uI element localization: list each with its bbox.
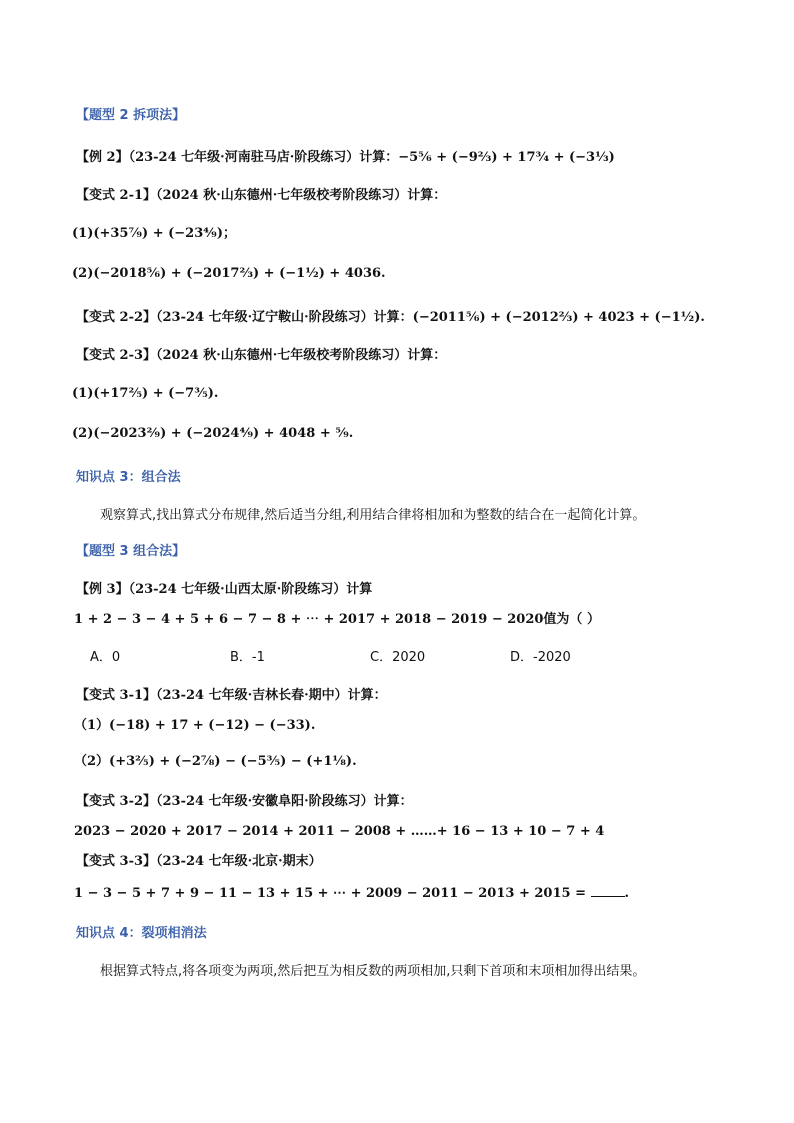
variant-2-3: 【变式 2-3】（2024 秋·山东德州·七年级校考阶段练习）计算： <box>76 348 447 363</box>
choice-d[interactable]: D．-2020 <box>510 650 571 665</box>
example-3-expression: 1 + 2 − 3 − 4 + 5 + 6 − 7 − 8 + ⋯ + 2017 + 2018 − 2019 − 2020值为（ ） <box>74 612 600 627</box>
variant-3-1: 【变式 3-1】（23-24 七年级·吉林长春·期中）计算： <box>76 688 387 703</box>
variant-2-3-part-1: (1)(+17²⁄₅) + (−7³⁄₅). <box>72 386 219 401</box>
heading-type3: 【题型 3 组合法】 <box>76 544 186 559</box>
knowledge-point-4-description: 根据算式特点,将各项变为两项,然后把互为相反数的两项相加,只剩下首项和末项相加得出结果。 <box>100 964 646 979</box>
variant-3-1-part-2: （2）(+3²⁄₅) + (−2⁷⁄₈) − (−5³⁄₅) − (+1¹⁄₈). <box>74 754 357 769</box>
variant-2-1: 【变式 2-1】（2024 秋·山东德州·七年级校考阶段练习）计算： <box>76 188 447 203</box>
variant-3-3-period: . <box>624 886 630 901</box>
heading-type2: 【题型 2 拆项法】 <box>76 108 186 123</box>
variant-3-1-part-1: （1）(−18) + 17 + (−12) − (−33). <box>74 718 316 733</box>
variant-2-3-part-2: (2)(−2023²⁄₉) + (−2024⁴⁄₉) + 4048 + ⁵⁄₉. <box>72 426 354 441</box>
knowledge-point-3: 知识点 3：组合法 <box>76 470 181 485</box>
variant-3-3-expression-text: 1 − 3 − 5 + 7 + 9 − 11 − 13 + 15 + ⋯ + 2009 − 2011 − 2013 + 2015 = <box>74 886 586 901</box>
example-2: 【例 2】（23-24 七年级·河南驻马店·阶段练习）计算：−5⁵⁄₆ + (−9²⁄₃) + 17³⁄₄ + (−3¹⁄₃) <box>76 150 615 165</box>
knowledge-point-3-description: 观察算式,找出算式分布规律,然后适当分组,利用结合律将相加和为整数的结合在一起简化计算。 <box>100 508 646 523</box>
variant-2-1-part-2: (2)(−2018⁵⁄₆) + (−2017²⁄₃) + (−1¹⁄₂) + 4036. <box>72 266 386 281</box>
variant-2-2: 【变式 2-2】（23-24 七年级·辽宁鞍山·阶段练习）计算：(−2011⁵⁄₆) + (−2012²⁄₃) + 4023 + (−1¹⁄₂). <box>76 310 705 325</box>
variant-3-2-expression: 2023 − 2020 + 2017 − 2014 + 2011 − 2008 + ……+ 16 − 13 + 10 − 7 + 4 <box>74 824 605 839</box>
variant-3-3: 【变式 3-3】（23-24 七年级·北京·期末） <box>76 854 322 869</box>
knowledge-point-4: 知识点 4：裂项相消法 <box>76 926 207 941</box>
choice-b[interactable]: B．-1 <box>230 650 265 665</box>
variant-3-2: 【变式 3-2】（23-24 七年级·安徽阜阳·阶段练习）计算： <box>76 794 413 809</box>
variant-3-3-expression <box>74 882 629 906</box>
variant-2-1-part-1: (1)(+35⁷⁄₉) + (−23⁴⁄₉)； <box>72 226 236 241</box>
choice-c[interactable]: C．2020 <box>370 650 426 665</box>
choice-a[interactable]: A．0 <box>90 650 121 665</box>
example-3: 【例 3】（23-24 七年级·山西太原·阶段练习）计算 <box>76 582 373 597</box>
answer-blank[interactable] <box>591 882 625 897</box>
example-3-choices <box>90 646 650 670</box>
